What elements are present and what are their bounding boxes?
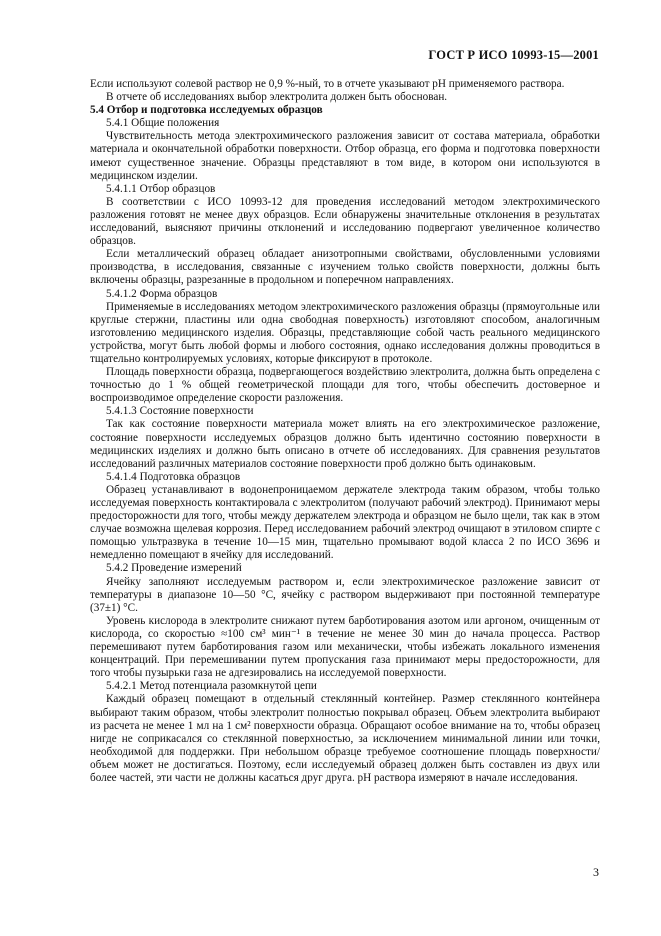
paragraph: Если металлический образец обладает анизотропными свойствами, обусловленными условиями производства, в исследования, связанные с изучением только свойств поверхности, должны быть включены образцы, разрезанные в продольном и поперечном направлениях. bbox=[90, 248, 600, 287]
paragraph: Чувствительность метода электрохимического разложения зависит от состава материала, обработки материала и окончательной обработки поверхности. Отбор образца, его форма и подготовка поверхности имеют существенное значение. Образцы представляют в том виде, в котором они используются в медицинском изделии. bbox=[90, 130, 600, 182]
paragraph: Так как состояние поверхности материала может влиять на его электрохимическое разложение, состояние поверхности исследуемых образцов должно быть идентично состоянию поверхности в медицинских изделиях и должно быть описано в отчете об исследованиях. Для сравнения результатов исследований различных материалов состояние поверхности проб должно быть одинаковым. bbox=[90, 418, 600, 470]
subsection-heading: 5.4.1 Общие положения bbox=[106, 117, 220, 130]
subsection-heading: 5.4.2 Проведение измерений bbox=[106, 562, 242, 575]
paragraph: Каждый образец помещают в отдельный стеклянный контейнер. Размер стеклянного контейнера выбирают таким образом, чтобы электролит полностью покрывал образец. Объем электролита выбирают из расчета не менее 1 мл на 1 см² поверхности образца. Обращают особое внимание на то, чтобы образец нигде не соприкасался со стеклянной поверхностью, за исключением минимальной линии или точки, необходимой для поддержки. При небольшом образце требуемое соотношение площадь поверхности/объем может не достигаться. Поэтому, если исследуемый образец должен быть составлен из двух или более частей, эти части не должны касаться друг друга. pH раствора измеряют в начале исследования. bbox=[90, 693, 600, 784]
subsection-heading: 5.4.1.3 Состояние поверхности bbox=[106, 405, 254, 418]
paragraph: Образец устанавливают в водонепроницаемом держателе электрода таким образом, чтобы только исследуемая поверхность контактировала с электролитом (получают рабочий электрод). Принимают меры предосторожности для того, чтобы между держателем электрода и образцом не было щели, так как в этом случае возможна щелевая коррозия. Перед исследованием рабочий электрод очищают в этиловом спирте с помощью ультразвука в течение 10—15 мин, тщательно промывают водой класса 2 по ИСО 3696 и немедленно помещают в ячейку для исследований. bbox=[90, 483, 600, 562]
paragraph: В соответствии с ИСО 10993-12 для проведения исследований методом электрохимического разложения готовят не менее двух образцов. Если обнаружены значительные отклонения в результатах исследований, выясняют причины отклонений и исследованию подвергают увеличенное количество образцов. bbox=[90, 195, 600, 248]
paragraph: В отчете об исследованиях выбор электролита должен быть обоснован. bbox=[106, 91, 448, 104]
subsection-heading: 5.4.2.1 Метод потенциала разомкнутой цепи bbox=[106, 680, 317, 693]
paragraph: Если используют солевой раствор не 0,9 %-ный, то в отчете указывают pH применяемого раствора. bbox=[90, 78, 565, 90]
subsection-heading: 5.4.1.1 Отбор образцов bbox=[106, 182, 216, 195]
document-body bbox=[90, 78, 600, 785]
paragraph: Площадь поверхности образца, подвергающегося воздействию электролита, должна быть определена с точностью до 1 % общей геометрической площади для того, чтобы обеспечить достоверное и воспроизводимое определение скорости разложения. bbox=[90, 366, 600, 405]
paragraph: Уровень кислорода в электролите снижают путем барботирования азотом или аргоном, очищенным от кислорода, со скоростью ≈100 см³ мин⁻¹ в течение не менее 30 мин до начала процесса. Раствор перемешивают путем барботирования газом или механически, чтобы избежать локального изменения концентраций. При перемешивании путем пропускания газа принимают меры предосторожности, для того чтобы пузырьки газа не адгезировались на исследуемой поверхности. bbox=[90, 614, 600, 680]
subsection-heading: 5.4.1.2 Форма образцов bbox=[106, 287, 218, 300]
document-header: ГОСТ Р ИСО 10993-15—2001 bbox=[428, 48, 599, 62]
page-number: 3 bbox=[593, 865, 599, 879]
section-heading: 5.4 Отбор и подготовка исследуемых образцов bbox=[90, 104, 323, 117]
paragraph: Применяемые в исследованиях методом электрохимического разложения образцы (прямоугольные или круглые стержни, пластины или одна свободная поверхность) изготовляют способом, аналогичным изготовлению медицинского изделия. Образцы, представляющие собой часть реального медицинского устройства, могут быть любой формы и любого состояния, однако исследования должны проводиться в тщательно контролируемых условиях, которые фиксируют в протоколе. bbox=[90, 300, 600, 365]
subsection-heading: 5.4.1.4 Подготовка образцов bbox=[106, 470, 241, 483]
paragraph: Ячейку заполняют исследуемым раствором и, если электрохимическое разложение зависит от температуры в диапазоне 10—50 °С, ячейку с раствором выдерживают при постоянной температуре (37±1) °С. bbox=[90, 575, 600, 614]
